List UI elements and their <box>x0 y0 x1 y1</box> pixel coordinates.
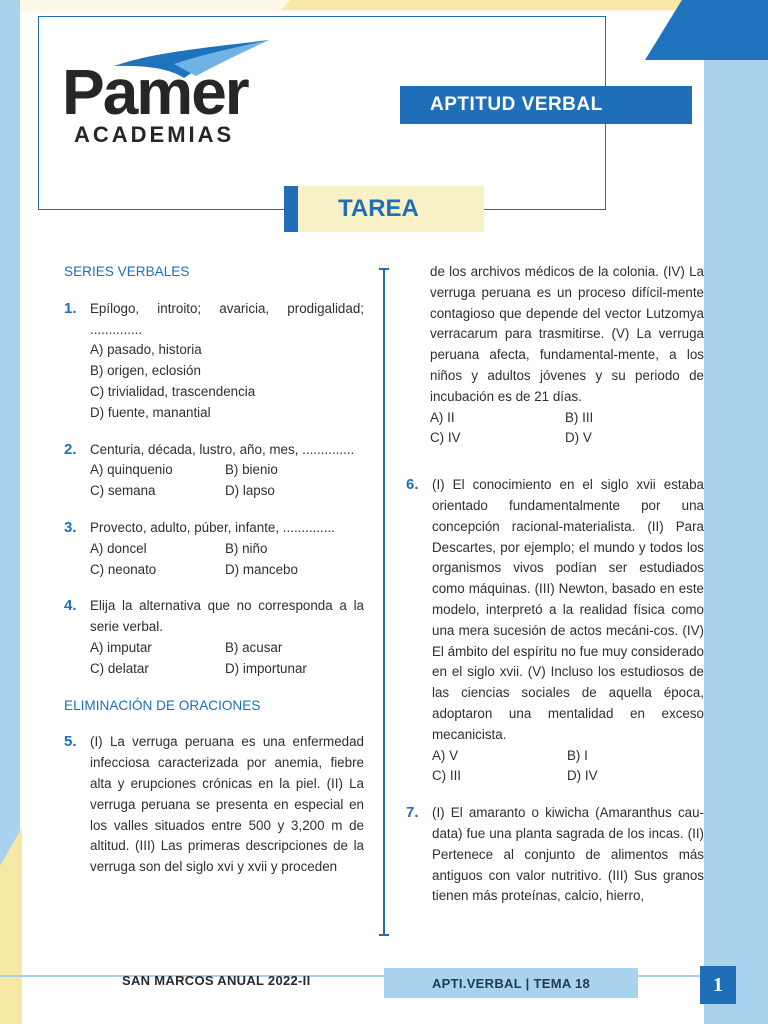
option-d[interactable]: D) mancebo <box>225 561 298 577</box>
question-number: 6. <box>406 476 419 494</box>
option-d[interactable]: D) lapso <box>225 483 275 499</box>
question-1 <box>64 299 364 424</box>
page-number: 1 <box>700 966 736 1004</box>
question-3 <box>64 518 364 580</box>
question-text: (I) La verruga peruana es una enfermedad infecciosa caracterizada por anemia, fiebre alta y erupciones crónicas en la piel. (II) La verruga peruana se presenta en especial en los valles situados entre 500 y 3,200 m de altitud. (III) Las primeras descripciones de la verruga son del siglo xvi y xvii y proceden <box>90 734 364 875</box>
option-c[interactable]: C) III <box>432 768 462 784</box>
question-text: (I) El amaranto o kiwicha (Amaranthus cau-data) fue una planta sagrada de los incas. (II) Pertenece al conjunto de alimentos más antiguos con valor nutritivo. (III) Sus granos tienen más proteínas, calcio, hierro, <box>432 805 704 904</box>
question-number: 7. <box>406 804 419 822</box>
option-d[interactable]: D) importunar <box>225 660 307 676</box>
options <box>432 746 704 788</box>
option-a[interactable]: A) quinquenio <box>90 462 173 478</box>
logo-subtext: ACADEMIAS <box>74 122 235 147</box>
question-5 <box>64 732 364 878</box>
section-title-series: SERIES VERBALES <box>64 264 190 279</box>
option-d[interactable]: D) IV <box>567 768 598 784</box>
question-number: 4. <box>64 597 77 615</box>
question-number: 3. <box>64 518 77 536</box>
option-c[interactable]: C) trivialidad, trascendencia <box>90 383 256 399</box>
options <box>90 460 364 502</box>
pamer-logo <box>62 38 272 148</box>
footer-course: SAN MARCOS ANUAL 2022-II <box>122 973 311 988</box>
options <box>90 340 364 423</box>
options <box>90 539 364 581</box>
question-4 <box>64 596 364 679</box>
option-d[interactable]: D) fuente, manantial <box>90 404 211 420</box>
decor-right-stripe <box>700 0 768 1024</box>
option-b[interactable]: B) I <box>567 747 588 763</box>
option-a[interactable]: A) pasado, historia <box>90 342 202 358</box>
option-b[interactable]: B) origen, eclosión <box>90 363 201 379</box>
option-b[interactable]: B) acusar <box>225 639 283 655</box>
doc-type-title: TAREA <box>298 186 484 232</box>
question-number: 5. <box>64 733 77 751</box>
question-7 <box>406 803 704 907</box>
section-title-elimination: ELIMINACIÓN DE ORACIONES <box>64 697 261 713</box>
question-text: Epílogo, introito; avaricia, prodigalidad; .............. <box>90 300 364 337</box>
option-d[interactable]: D) V <box>565 430 592 446</box>
column-divider <box>383 268 385 936</box>
option-a[interactable]: A) imputar <box>90 639 152 655</box>
question-6 <box>406 475 704 787</box>
question-text: Elija la alternativa que no corresponda a la serie verbal. <box>90 598 364 635</box>
right-column <box>406 262 704 923</box>
subject-title: APTITUD VERBAL <box>400 86 692 124</box>
question-text: de los archivos médicos de la colonia. (IV) La verruga peruana es un proceso difícil-mente contagioso que depende del vector Lutzomya verracarum para trasmitirse. (V) La verruga peruana afecta, fundamental-mente, a los niños y adultos jóvenes y su periodo de incubación es de 21 días. <box>430 264 704 404</box>
options <box>90 638 364 680</box>
doc-type-banner <box>284 186 484 232</box>
option-c[interactable]: C) semana <box>90 483 156 499</box>
question-number: 2. <box>64 440 77 458</box>
option-c[interactable]: C) IV <box>430 430 461 446</box>
doc-type-marker <box>284 186 298 232</box>
question-text: Centuria, década, lustro, año, mes, .............. <box>90 441 355 457</box>
decor-top-yellow <box>282 0 710 10</box>
option-c[interactable]: C) neonato <box>90 561 157 577</box>
option-b[interactable]: B) III <box>565 409 594 425</box>
question-text: Provecto, adulto, púber, infante, .............. <box>90 519 335 535</box>
footer-topic: APTI.VERBAL | TEMA 18 <box>384 968 638 998</box>
question-number: 1. <box>64 299 77 317</box>
option-a[interactable]: A) V <box>432 747 459 763</box>
question-text: (I) El conocimiento en el siglo xvii estaba orientado fundamentalmente por una concepción racional-materialista. (II) Para Descartes, por ejemplo; el mundo y todos los organismos vivos podían ser estudiados como máquinas. (III) Newton, basado en este modelo, interpretó a la realidad física como una mera sucesión de actos mecáni-cos. (IV) El ámbito del espíritu no fue muy considerado en el siglo xvii. (V) Incluso los estudiosos de las ciencias sociales de aquella época, adoptaron una mentalidad en exceso mecanicista. <box>432 477 704 742</box>
option-a[interactable]: A) II <box>430 409 455 425</box>
logo-text: Pamer <box>62 56 248 128</box>
options <box>430 408 704 450</box>
option-a[interactable]: A) doncel <box>90 540 147 556</box>
left-column <box>64 262 364 894</box>
option-b[interactable]: B) bienio <box>225 462 278 478</box>
question-2 <box>64 440 364 502</box>
option-b[interactable]: B) niño <box>225 540 268 556</box>
option-c[interactable]: C) delatar <box>90 660 149 676</box>
question-5-continued <box>406 262 704 449</box>
